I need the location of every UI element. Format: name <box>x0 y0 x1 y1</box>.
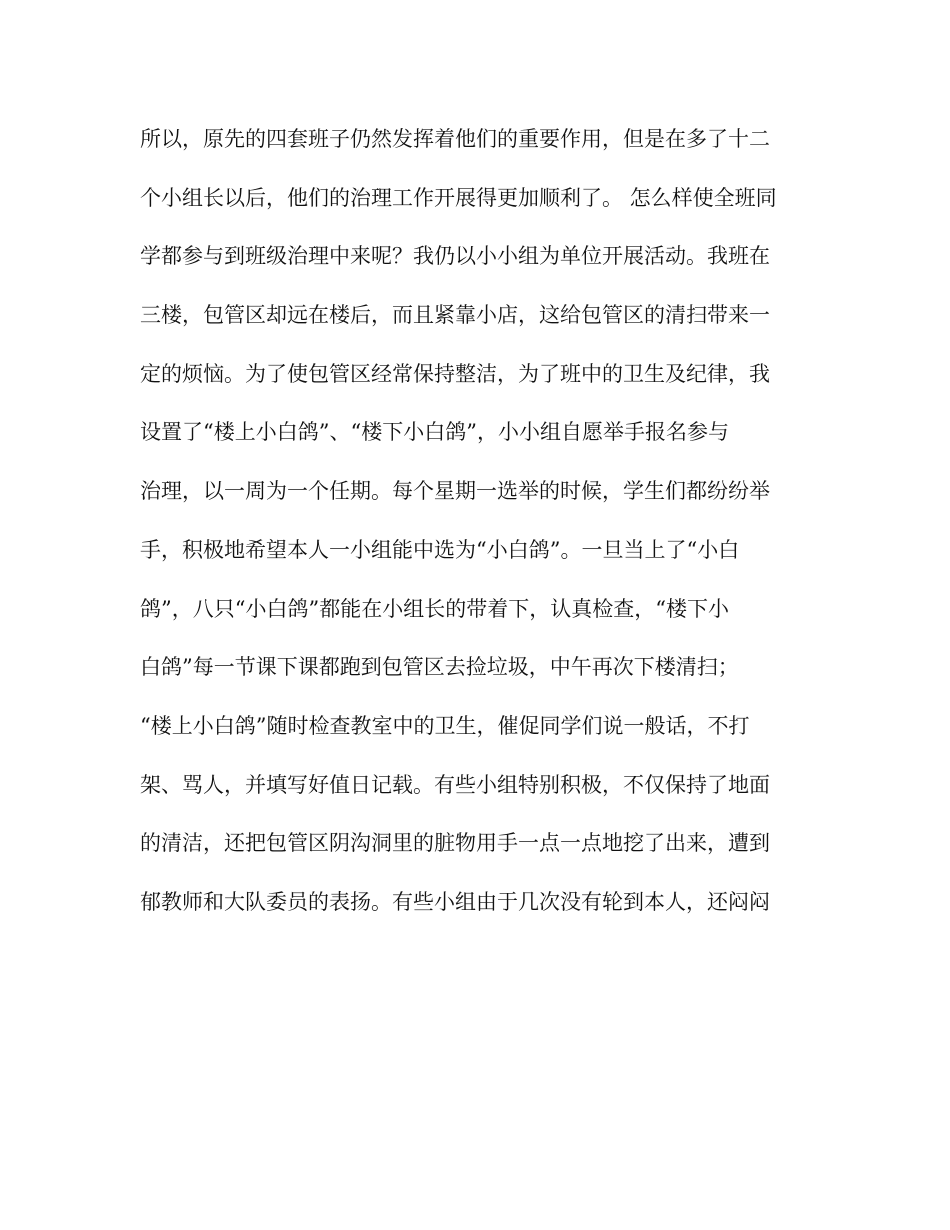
text-line: 所以，原先的四套班子仍然发挥着他们的重要作用，但是在多了十二 <box>140 127 770 151</box>
text-line: 鸽”，八只“小白鸽”都能在小组长的带着下，认真检查，“楼下小 <box>140 596 729 621</box>
text-line: 治理，以一周为一个任期。每个星期一选举的时候，学生们都纷纷举 <box>140 479 770 504</box>
text-line: 架、骂人，并填写好值日记载。有些小组特别积极，不仅保持了地面 <box>140 772 770 797</box>
body-text <box>140 119 810 941</box>
text-line: 定的烦恼。为了使包管区经常保持整洁，为了班中的卫生及纪律，我 <box>140 361 770 386</box>
text-line: 设置了“楼上小白鸽”、“楼下小白鸽”，小小组自愿举手报名参与 <box>140 420 729 445</box>
text-line: 三楼，包管区却远在楼后，而且紧靠小店，这给包管区的清扫带来一 <box>140 303 770 328</box>
text-line: 个小组长以后，他们的治理工作开展得更加顺利了。 怎么样使全班同 <box>140 185 777 210</box>
text-line: 白鸽”每一节课下课都跑到包管区去捡垃圾，中午再次下楼清扫； <box>140 655 739 680</box>
text-line: 手，积极地希望本人一小组能中选为“小白鸽”。一旦当上了“小白 <box>140 537 740 562</box>
text-line: “楼上小白鸽”随时检查教室中的卫生，催促同学们说一般话，不打 <box>140 713 750 738</box>
text-line: 郁教师和大队委员的表扬。有些小组由于几次没有轮到本人，还闷闷 <box>140 889 770 914</box>
text-line: 学都参与到班级治理中来呢？我仍以小小组为单位开展活动。我班在 <box>140 244 770 269</box>
text-line: 的清洁，还把包管区阴沟洞里的脏物用手一点一点地挖了出来，遭到 <box>140 831 770 856</box>
